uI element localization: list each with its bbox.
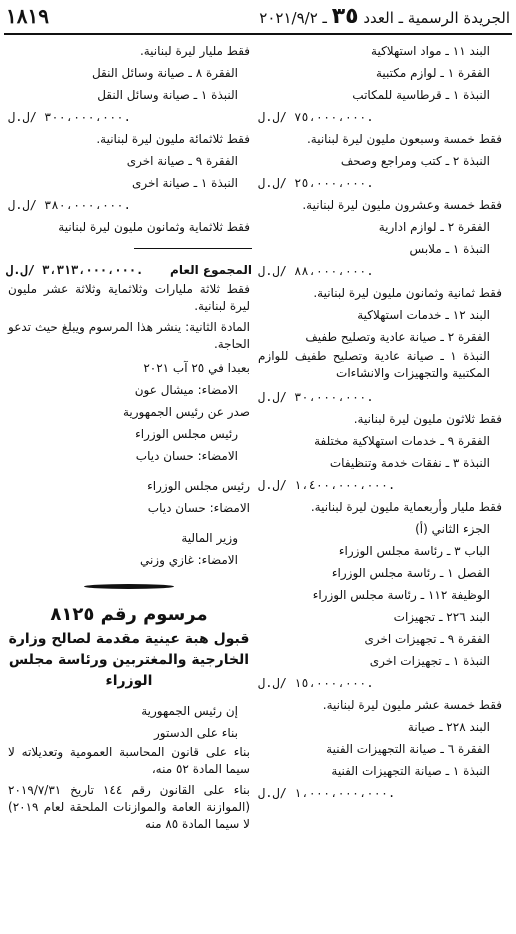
item-line: البند ٢٢٨ ـ صيانة bbox=[407, 720, 490, 734]
body-line: بناء على الدستور bbox=[154, 726, 238, 740]
amount-words: فقط ثلاثماية وثمانون مليون ليرة لبنانية bbox=[58, 220, 250, 234]
decree-number: مرسوم رقم ٨١٢٥ bbox=[50, 604, 208, 625]
item-line: البند ١١ ـ مواد استهلاكية bbox=[371, 44, 490, 58]
amount-line: ٣٠٠،٠٠٠،٠٠٠ /ل.ل. bbox=[8, 110, 131, 124]
issue-date: ـ ٢٠٢١/٩/٢ bbox=[259, 9, 327, 27]
amount-words: فقط مليار وأربعماية مليون ليرة لبنانية. bbox=[310, 500, 502, 514]
body-line: إن رئيس الجمهورية bbox=[141, 704, 238, 718]
amount-words: فقط خمسة وعشرون مليون ليرة لبنانية. bbox=[302, 198, 502, 212]
item-line: الفقرة ١ ـ لوازم مكتبية bbox=[375, 66, 490, 80]
item-line: الفقرة ٩ ـ تجهيزات اخرى bbox=[364, 632, 490, 646]
amount-line: ١٥،٠٠٠،٠٠٠ /ل.ل. bbox=[258, 676, 374, 690]
president-signature: الامضاء: ميشال عون bbox=[134, 383, 238, 397]
item-line: النبذة ١ ـ صيانة وسائل النقل bbox=[97, 88, 238, 102]
decree-date: بعبدا في ٢٥ آب ٢٠٢١ bbox=[143, 361, 250, 375]
grand-total-amount: ٣،٣١٣،٠٠٠،٠٠٠ /ل.ل. bbox=[6, 263, 144, 277]
finance-minister-title: وزير المالية bbox=[181, 531, 238, 545]
item-line: الفقرة ٩ ـ خدمات استهلاكية مختلفة bbox=[314, 434, 490, 448]
item-line: النبذة ٣ ـ نفقات خدمة وتنظيفات bbox=[329, 456, 490, 470]
item-line: الفقرة ٢ ـ لوازم ادارية bbox=[378, 220, 490, 234]
item-line: البند ٢٢٦ ـ تجهيزات bbox=[393, 610, 490, 624]
amount-words: فقط مليار ليرة لبنانية. bbox=[139, 44, 250, 58]
right-column bbox=[256, 40, 504, 804]
amount-line: ٨٨،٠٠٠،٠٠٠ /ل.ل. bbox=[258, 264, 374, 278]
issue-number: ٣٥ bbox=[331, 4, 359, 29]
amount-words: فقط خمسة عشر مليون ليرة لبنانية. bbox=[322, 698, 502, 712]
finance-minister-signature: الامضاء: غازي وزني bbox=[139, 553, 238, 567]
amount-words: فقط ثمانية وثمانون مليون ليرة لبنانية. bbox=[313, 286, 502, 300]
page-header bbox=[259, 4, 510, 29]
amount-line: ٧٥،٠٠٠،٠٠٠ /ل.ل. bbox=[258, 110, 374, 124]
amount-line: ٣٠،٠٠٠،٠٠٠ /ل.ل. bbox=[258, 390, 374, 404]
amount-words: فقط ثلاثون مليون ليرة لبنانية. bbox=[353, 412, 502, 426]
item-line: البند ١٢ ـ خدمات استهلاكية bbox=[357, 308, 490, 322]
item-line: الفقرة ٨ ـ صيانة وسائل النقل bbox=[91, 66, 238, 80]
header-rule bbox=[4, 33, 512, 35]
item-line: النبذة ١ ـ ملابس bbox=[409, 242, 490, 256]
pm-title-2: رئيس مجلس الوزراء bbox=[147, 479, 250, 493]
grand-total-words: فقط ثلاثة مليارات وثلاثماية وثلاثة عشر مليون ليرة لبنانية. bbox=[8, 282, 250, 313]
item-line: الفقرة ٢ ـ صيانة عادية وتصليح طفيف bbox=[305, 330, 490, 344]
amount-line: ١،٤٠٠،٠٠٠،٠٠٠ /ل.ل. bbox=[258, 478, 396, 492]
item-line: الوظيفة ١١٢ ـ رئاسة مجلس الوزراء bbox=[312, 588, 490, 602]
body-line: بناء على قانون المحاسبة العمومية وتعديلاته لا سيما المادة ٥٢ منه، bbox=[8, 745, 250, 776]
amount-line: ١،٠٠٠،٠٠٠،٠٠٠ /ل.ل. bbox=[258, 786, 396, 800]
amount-words: فقط ثلاثمائة مليون ليرة لبنانية. bbox=[96, 132, 250, 146]
item-line: النبذة ١ ـ صيانة اخرى bbox=[131, 176, 238, 190]
item-line: الفقرة ٦ ـ صيانة التجهيزات الفنية bbox=[326, 742, 490, 756]
grand-total-label: المجموع العام bbox=[170, 263, 252, 277]
amount-line: ٣٨٠،٠٠٠،٠٠٠ /ل.ل. bbox=[8, 198, 131, 212]
item-line: الفقرة ٩ ـ صيانة اخرى bbox=[126, 154, 238, 168]
item-line: النبذة ١ ـ قرطاسية للمكاتب bbox=[352, 88, 490, 102]
body-line: بناء على القانون رقم ١٤٤ تاريخ ٢٠١٩/٧/٣١ (الموازنة العامة والموازنات الملحقة لعام ٢٠١٩) لا سيما المادة ٨٥ منه bbox=[8, 783, 250, 831]
page-number: ١٨١٩ bbox=[6, 4, 49, 28]
article-two: المادة الثانية: ينشر هذا المرسوم ويبلغ حيث تدعو الحاجة. bbox=[8, 320, 250, 351]
item-line: الباب ٣ ـ رئاسة مجلس الوزراء bbox=[338, 544, 490, 558]
item-line: النبذة ١ ـ صيانة عادية وتصليح طفيف للوازم المكتبية والتجهيزات والانشاءات bbox=[258, 349, 490, 380]
grand-total-row bbox=[6, 259, 252, 281]
decree-title: قبول هبة عينية مقدمة لصالح وزارة الخارجية والمغتربين ورئاسة مجلس الوزراء bbox=[8, 631, 250, 689]
item-line: النبذة ٢ ـ كتب ومراجع وصحف bbox=[340, 154, 490, 168]
left-column bbox=[6, 40, 252, 837]
item-line: الفصل ١ ـ رئاسة مجلس الوزراء bbox=[331, 566, 490, 580]
ornament-divider bbox=[6, 577, 252, 595]
amount-words: فقط خمسة وسبعون مليون ليرة لبنانية. bbox=[306, 132, 502, 146]
pm-title: رئيس مجلس الوزراء bbox=[135, 427, 238, 441]
issued-by: صدر عن رئيس الجمهورية bbox=[122, 405, 250, 419]
item-line: النبذة ١ ـ تجهيزات اخرى bbox=[369, 654, 490, 668]
item-line: النبذة ١ ـ صيانة التجهيزات الفنية bbox=[331, 764, 490, 778]
gazette-name: الجريدة الرسمية ـ العدد bbox=[363, 9, 510, 27]
amount-line: ٢٥،٠٠٠،٠٠٠ /ل.ل. bbox=[258, 176, 374, 190]
section-divider bbox=[134, 248, 252, 249]
pm-signature: الامضاء: حسان دياب bbox=[135, 449, 238, 463]
pm-signature-2: الامضاء: حسان دياب bbox=[147, 501, 250, 515]
section-heading: الجزء الثاني (أ) bbox=[415, 522, 490, 536]
